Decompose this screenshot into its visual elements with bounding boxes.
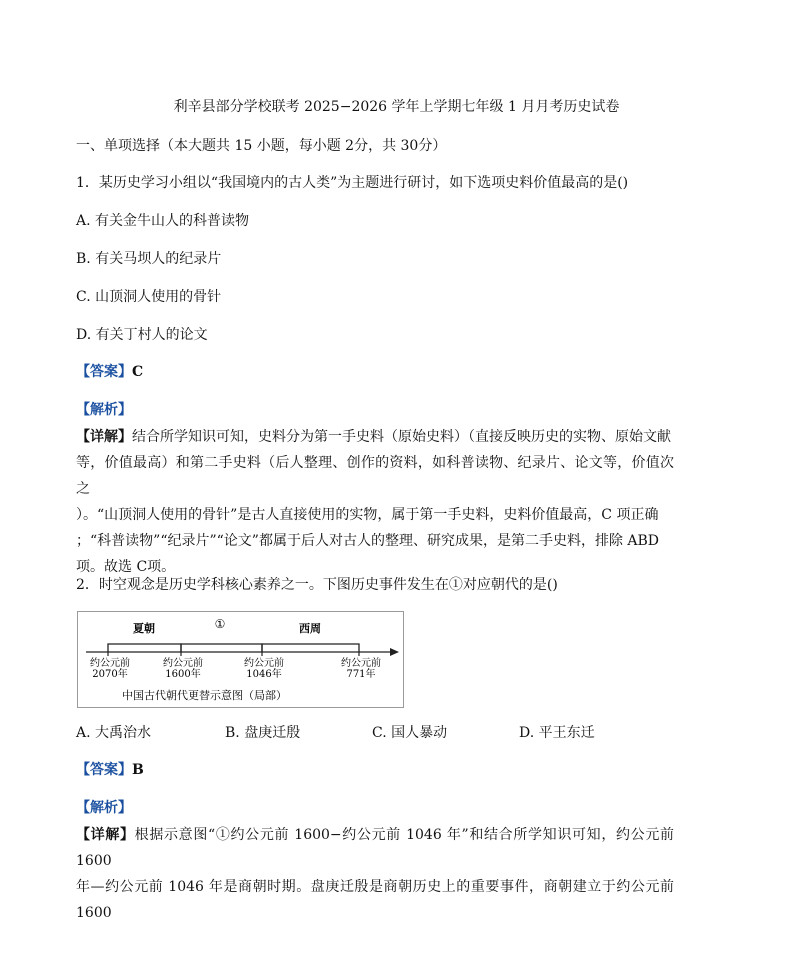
detail-line: 根据示意图“①约公元前 1600−约公元前 1046 年”和结合所学知识可知，约公元前 1600 bbox=[76, 827, 674, 869]
detail-line: 项。故选 C项。 bbox=[76, 559, 176, 575]
tick-label-top: 约公元前 bbox=[163, 658, 203, 669]
dynasty-timeline-diagram bbox=[77, 611, 404, 708]
analysis-tag: 【解析】 bbox=[76, 800, 132, 816]
diagram-caption: 中国古代朝代更替示意图（局部） bbox=[122, 689, 287, 702]
detail-line: 等，价值最高）和第二手史料（后人整理、创作的资料，如科普读物、纪录片、论文等，价值次之 bbox=[76, 455, 674, 497]
question-2-option-a: A. 大禹治水 bbox=[76, 725, 152, 741]
detail-line: 年—约公元前 1046 年是商朝时期。盘庚迁殷是商朝历史上的重要事件，商朝建立于约公元前 1600 bbox=[76, 879, 674, 921]
detail-tag: 【详解】 bbox=[76, 827, 135, 843]
question-1-option-c: C. 山顶洞人使用的骨针 bbox=[76, 289, 222, 305]
detail-line: ）。“山顶洞人使用的骨针”是古人直接使用的实物，属于第一手史料，史料价值最高，C 项正确 bbox=[76, 507, 659, 523]
question-1-answer bbox=[76, 362, 143, 382]
question-2-options bbox=[76, 722, 676, 742]
analysis-tag: 【解析】 bbox=[76, 402, 132, 418]
tick-label-bottom: 1600年 bbox=[165, 669, 201, 680]
detail-tag: 【详解】 bbox=[76, 429, 132, 445]
dynasty-label-xia: 夏朝 bbox=[133, 622, 155, 635]
question-1-option-a: A. 有关金牛山人的科普读物 bbox=[76, 213, 250, 229]
tick-label-bottom: 2070年 bbox=[92, 669, 128, 680]
shang-bracket bbox=[181, 644, 262, 652]
xia-bracket bbox=[108, 644, 181, 652]
answer-tag: 【答案】 bbox=[76, 762, 132, 778]
detail-line: 结合所学知识可知，史料分为第一手史料（原始史料）（直接反映历史的实物、原始文献 bbox=[132, 429, 671, 445]
question-1-option-d: D. 有关丁村人的论文 bbox=[76, 327, 208, 343]
western-zhou-bracket bbox=[262, 644, 359, 652]
question-2-option-d: D. 平王东迁 bbox=[519, 725, 595, 741]
answer-value: B bbox=[132, 762, 144, 778]
dynasty-label-circle-1: ① bbox=[214, 617, 226, 631]
section-heading: 一、单项选择（本大题共 15 小题，每小题 2分，共 30分） bbox=[76, 138, 447, 154]
tick-label-top: 约公元前 bbox=[341, 658, 381, 669]
question-2-stem: 2．时空观念是历史学科核心素养之一。下图历史事件发生在①对应朝代的是() bbox=[76, 577, 558, 593]
document-title: 利辛县部分学校联考 2025−2026 学年上学期七年级 1 月月考历史试卷 bbox=[173, 99, 620, 115]
dynasty-label-western-zhou: 西周 bbox=[299, 622, 321, 635]
answer-tag: 【答案】 bbox=[76, 364, 132, 380]
question-2-option-b: B. 盘庚迁殷 bbox=[225, 725, 301, 741]
question-1-stem: 1．某历史学习小组以“我国境内的古人类”为主题进行研讨，如下选项史料价值最高的是() bbox=[76, 175, 629, 191]
tick-label-top: 约公元前 bbox=[90, 658, 130, 669]
question-2-answer bbox=[76, 760, 144, 780]
question-1-analysis-tag bbox=[76, 400, 132, 420]
tick-label-bottom: 1046年 bbox=[246, 669, 282, 680]
question-2-analysis-tag bbox=[76, 798, 132, 818]
question-2-detail bbox=[76, 822, 674, 926]
question-2-option-c: C. 国人暴动 bbox=[372, 725, 448, 741]
tick-label-bottom: 771年 bbox=[346, 669, 376, 680]
detail-line: ；“科普读物”“纪录片”“论文”都属于后人对古人的整理、研究成果，是第二手史料，排除 ABD bbox=[76, 533, 660, 549]
timeline-arrowhead bbox=[390, 648, 399, 656]
tick-label-top: 约公元前 bbox=[244, 658, 284, 669]
question-1-detail bbox=[76, 424, 674, 580]
answer-value: C bbox=[132, 364, 144, 380]
question-1-option-b: B. 有关马坝人的纪录片 bbox=[76, 251, 222, 267]
